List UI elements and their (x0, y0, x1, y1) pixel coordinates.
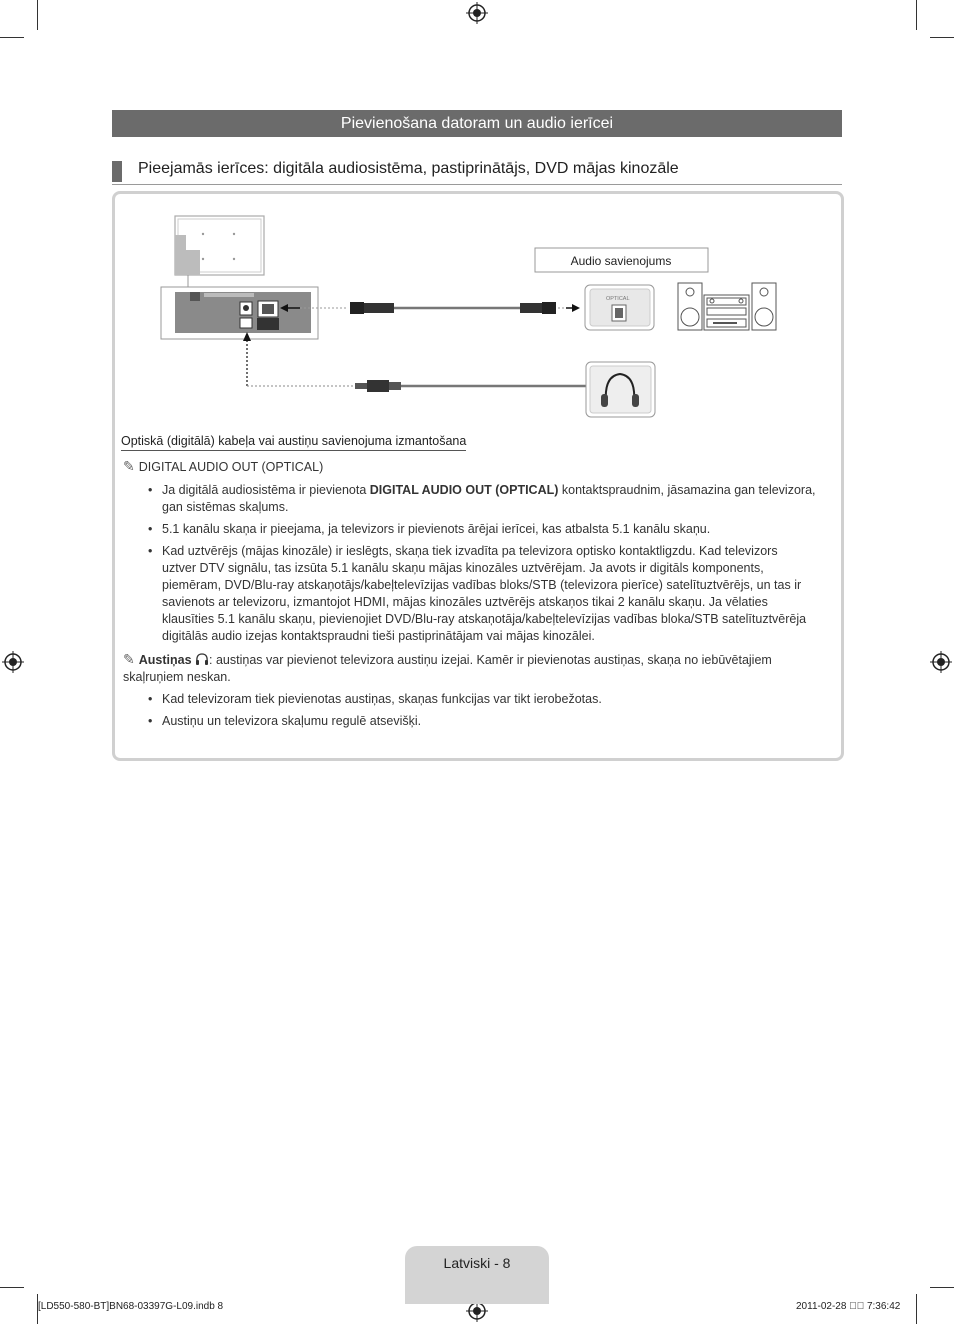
crop-mark (930, 1287, 954, 1288)
file-info: [LD550-580-BT]BN68-03397G-L09.indb 8 (38, 1301, 224, 1312)
registration-mark-icon (930, 651, 952, 673)
list-item: • 5.1 kanālu skaņa ir pieejama, ja televizors ir pievienots ārējai ierīcei, kas atbalsta 5.1 kanālu skaņu. (148, 522, 711, 536)
print-timestamp: 2011-02-28 ￿￿ 7:36:42 (796, 1301, 901, 1312)
optical-receiver-box (585, 285, 654, 330)
optical-port-label: OPTICAL (606, 296, 630, 302)
list-item: • Ja digitālā audiosistēma ir pievienota DIGITAL AUDIO OUT (OPTICAL) kontaktspraudnim, jāsamazina gan televizora, gan sistēmas skaļums. (148, 483, 816, 514)
home-theater-illustration (678, 283, 776, 330)
note-headphones-title: Austiņas (138, 653, 192, 667)
registration-mark-icon (2, 651, 24, 673)
note-optical-title: DIGITAL AUDIO OUT (OPTICAL) (138, 460, 324, 474)
page-footer-tab (405, 1246, 549, 1304)
note-optical (123, 459, 323, 476)
connection-diagram (0, 0, 954, 430)
crop-mark (0, 1287, 24, 1288)
audio-connection-label: Audio savienojums (570, 254, 672, 268)
pencil-note-icon: ✎ (123, 459, 135, 475)
note-headphones: ✎ Austiņas : austiņas var pievienot televizora austiņu izejai. Kamēr ir pievienotas austiņas, skaņa no iebūvētajiem skaļruņiem neskan. (123, 652, 772, 684)
pencil-note-icon: ✎ (123, 652, 135, 668)
section-title: Pievienošana datoram un audio ierīcei (112, 110, 842, 137)
crop-mark (916, 1294, 917, 1324)
tv-back-illustration (175, 216, 264, 287)
subheading: Pieejamās ierīces: digitāla audiosistēma, pastiprinātājs, DVD mājas kinozāle (138, 160, 679, 177)
list-item: • Kad uztvērējs (mājas kinozāle) ir ieslēgts, skaņa tiek izvadīta pa televizora optisko kontaktligzdu. Kad televizors uztver DTV signālu, tas izsūta 5.1 kanālu skaņu mājas kinozāles uztvērējam. Ja avots ir digitāls komponents, piemēram, DVD/Blu-ray atskaņotājs/kabeļtelevīzijas vadības bloks/STB (televizora pierīce) satelītuztvērējs, un tas ir savienots ar televizoru, izmantojot HDMI, mājas kinozāles uztvērējs atskaņos tikai 2 kanālu skaņu. Ja vēlaties klausīties 5.1 kanālu skaņu, pievienojiet DVD/Blu-ray atskaņotāja/kabeļtelevīzijas vadības bloka/STB satelītuztvērēja digitālās audio izejas kontaktspraudni tieši pastiprinātājam vai mājas kinozālei. (148, 544, 807, 643)
list-item: • Austiņu un televizora skaļumu regulē atsevišķi. (148, 714, 422, 728)
page-number-label: Latviski - 8 (443, 1255, 511, 1271)
headphones-illustration (586, 362, 655, 417)
headphone-icon (195, 653, 209, 665)
headphone-cable (355, 380, 586, 392)
list-item: • Kad televizoram tiek pievienotas austiņas, skaņas funkcijas var tikt ierobežotas. (148, 692, 602, 706)
diagram-caption: Optiskā (digitālā) kabeļa vai austiņu savienojuma izmantošana (121, 434, 466, 451)
optical-cable (300, 302, 580, 314)
tv-port-panel (161, 287, 318, 339)
